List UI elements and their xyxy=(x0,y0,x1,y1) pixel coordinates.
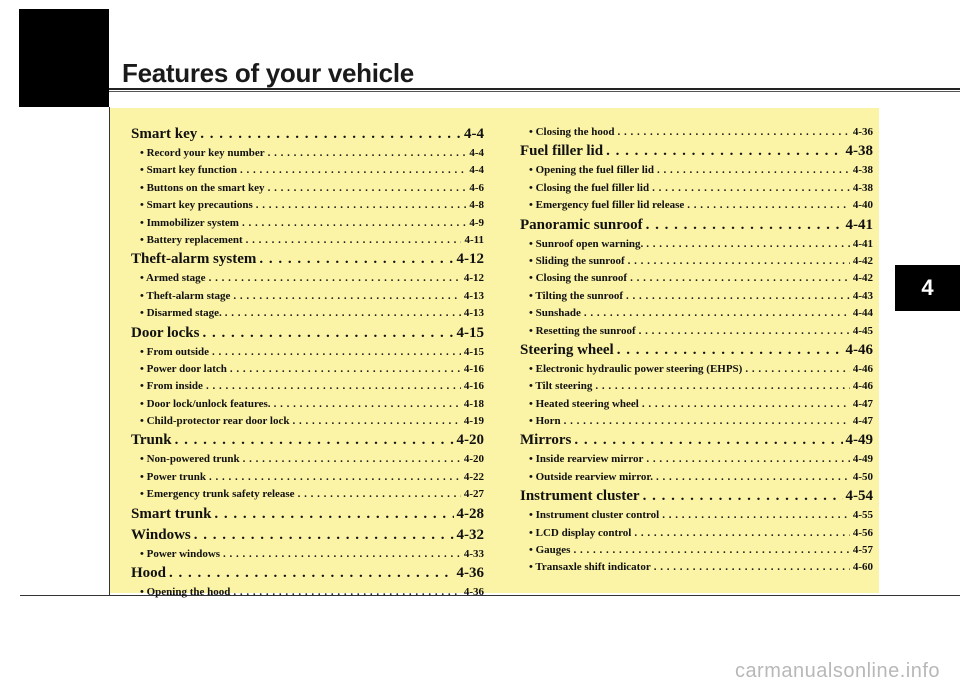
toc-subentry[interactable] xyxy=(520,124,873,141)
toc-page-number: 4-46 xyxy=(852,362,873,375)
toc-entry-label: • Emergency fuel filler lid release xyxy=(529,199,685,212)
toc-page-number: 4-33 xyxy=(463,547,484,560)
toc-dot-leader xyxy=(646,236,850,253)
toc-dot-leader xyxy=(268,145,467,162)
toc-entry-label: • Tilting the sunroof xyxy=(529,289,624,302)
toc-page-number: 4-19 xyxy=(463,415,484,428)
toc-dot-leader xyxy=(230,361,461,378)
toc-subentry[interactable] xyxy=(131,546,484,563)
toc-dot-leader xyxy=(243,451,461,468)
toc-dot-leader xyxy=(564,413,850,430)
toc-page-number: 4-42 xyxy=(852,272,873,285)
toc-subentry[interactable] xyxy=(520,361,873,378)
toc-page-number: 4-36 xyxy=(456,565,484,582)
toc-dot-leader xyxy=(606,141,842,162)
toc-entry-label: • Battery replacement xyxy=(140,233,243,246)
toc-page-number: 4-50 xyxy=(852,470,873,483)
toc-subentry[interactable] xyxy=(520,413,873,430)
toc-entry-label: • Armed stage xyxy=(140,272,206,285)
toc-entry-label: • Instrument cluster control xyxy=(529,509,660,522)
toc-entry-label: • Buttons on the smart key xyxy=(140,181,265,194)
toc-dot-leader xyxy=(656,469,850,486)
toc-entry-label: • Closing the fuel filler lid xyxy=(529,181,650,194)
toc-page-number: 4-45 xyxy=(852,324,873,337)
toc-subentry[interactable] xyxy=(520,253,873,270)
toc-section-entry[interactable] xyxy=(520,340,873,361)
toc-section-entry[interactable] xyxy=(131,430,484,451)
toc-column-left xyxy=(131,124,484,601)
toc-subentry[interactable] xyxy=(131,305,484,322)
toc-page-number: 4-13 xyxy=(463,307,484,320)
toc-dot-leader xyxy=(259,249,453,270)
toc-entry-label: • LCD display control xyxy=(529,526,632,539)
toc-page-number: 4-28 xyxy=(456,505,484,522)
toc-dot-leader xyxy=(233,288,460,305)
toc-entry-label: • Tilt steering xyxy=(529,380,593,393)
toc-dot-leader xyxy=(654,559,850,576)
toc-page-number: 4-57 xyxy=(852,544,873,557)
toc-dot-leader xyxy=(687,197,850,214)
toc-section-entry[interactable] xyxy=(520,141,873,162)
page-title: Features of your vehicle xyxy=(122,58,414,88)
toc-entry-label: • Power trunk xyxy=(140,470,206,483)
margin-line xyxy=(109,107,110,595)
toc-subentry[interactable] xyxy=(131,232,484,249)
toc-page-number: 4-12 xyxy=(463,272,484,285)
toc-subentry[interactable] xyxy=(520,270,873,287)
toc-page-number: 4-56 xyxy=(852,526,873,539)
toc-dot-leader xyxy=(298,486,461,503)
toc-dot-leader xyxy=(573,542,849,559)
toc-dot-leader xyxy=(274,396,461,413)
toc-entry-label: • Door lock/unlock features. xyxy=(140,397,271,410)
toc-subentry[interactable] xyxy=(520,559,873,576)
toc-entry-label: • Disarmed stage. xyxy=(140,307,222,320)
toc-dot-leader xyxy=(240,162,466,179)
toc-entry-label: Steering wheel xyxy=(520,341,614,358)
toc-page-number: 4-27 xyxy=(463,488,484,501)
toc-page-number: 4-4 xyxy=(469,164,484,177)
toc-entry-label: • Gauges xyxy=(529,544,571,557)
toc-section-entry[interactable] xyxy=(131,323,484,344)
toc-page-number: 4-49 xyxy=(845,432,873,449)
toc-entry-label: • Child-protector rear door lock xyxy=(140,415,290,428)
toc-page-number: 4-41 xyxy=(845,216,873,233)
toc-subentry[interactable] xyxy=(520,542,873,559)
toc-page-number: 4-38 xyxy=(852,181,873,194)
toc-page-number: 4-11 xyxy=(464,233,484,246)
toc-entry-label: • Heated steering wheel xyxy=(529,397,639,410)
toc-entry-label: • Resetting the sunroof xyxy=(529,324,636,337)
toc-page-number: 4-12 xyxy=(456,251,484,268)
toc-dot-leader xyxy=(209,469,461,486)
toc-dot-leader xyxy=(643,486,843,507)
toc-page-number: 4-38 xyxy=(852,164,873,177)
toc-subentry[interactable] xyxy=(131,270,484,287)
toc-subentry[interactable] xyxy=(131,413,484,430)
toc-dot-leader xyxy=(639,323,850,340)
toc-dot-leader xyxy=(169,563,453,584)
toc-section-entry[interactable] xyxy=(131,249,484,270)
toc-page-number: 4-6 xyxy=(469,181,484,194)
toc-page-number: 4-46 xyxy=(845,341,873,358)
toc-subentry[interactable] xyxy=(131,486,484,503)
toc-page-number: 4-22 xyxy=(463,470,484,483)
toc-subentry[interactable] xyxy=(131,344,484,361)
toc-entry-label: • Immobilizer system xyxy=(140,216,239,229)
toc-dot-leader xyxy=(223,546,461,563)
toc-entry-label: Hood xyxy=(131,565,167,582)
toc-page-number: 4-49 xyxy=(852,453,873,466)
toc-page-number: 4-38 xyxy=(845,143,873,160)
toc-dot-leader xyxy=(617,124,849,141)
toc-page-number: 4-9 xyxy=(469,216,484,229)
toc-subentry[interactable] xyxy=(520,451,873,468)
toc-dot-leader xyxy=(225,305,461,322)
toc-entry-label: • Power windows xyxy=(140,547,221,560)
toc-entry-label: • Theft-alarm stage xyxy=(140,289,231,302)
toc-section-entry[interactable] xyxy=(131,504,484,525)
toc-subentry[interactable] xyxy=(520,323,873,340)
toc-dot-leader xyxy=(630,270,850,287)
toc-dot-leader xyxy=(628,253,850,270)
toc-entry-label: • Emergency trunk safety release xyxy=(140,488,295,501)
toc-entry-label: • Opening the hood xyxy=(140,586,231,599)
toc-dot-leader xyxy=(206,378,461,395)
toc-subentry[interactable] xyxy=(520,469,873,486)
toc-entry-label: • Smart key function xyxy=(140,164,238,177)
toc-dot-leader xyxy=(584,305,850,322)
toc-dot-leader xyxy=(256,197,467,214)
toc-dot-leader xyxy=(209,270,461,287)
toc-page-number: 4-36 xyxy=(463,586,484,599)
toc-page-number: 4-44 xyxy=(852,307,873,320)
toc-entry-label: Smart key xyxy=(131,126,198,142)
header-divider xyxy=(109,88,960,90)
toc-page-number: 4-36 xyxy=(852,126,873,138)
toc-entry-label: Trunk xyxy=(131,432,172,449)
toc-dot-leader xyxy=(194,525,454,546)
toc-entry-label: • Sliding the sunroof xyxy=(529,254,625,267)
toc-subentry[interactable] xyxy=(131,584,484,601)
toc-entry-label: • Record your key number xyxy=(140,147,265,159)
toc-subentry[interactable] xyxy=(131,180,484,197)
toc-page-number: 4-47 xyxy=(852,415,873,428)
toc-section-entry[interactable] xyxy=(131,525,484,546)
toc-subentry[interactable] xyxy=(520,197,873,214)
toc-subentry[interactable] xyxy=(131,288,484,305)
toc-page-number: 4-13 xyxy=(463,289,484,302)
toc-entry-label: Fuel filler lid xyxy=(520,143,604,160)
toc-subentry[interactable] xyxy=(520,396,873,413)
toc-dot-leader xyxy=(634,525,849,542)
toc-subentry[interactable] xyxy=(131,197,484,214)
toc-section-entry[interactable] xyxy=(520,486,873,507)
toc-section-entry[interactable] xyxy=(131,563,484,584)
toc-page-number: 4-47 xyxy=(852,397,873,410)
toc-entry-label: Instrument cluster xyxy=(520,488,640,505)
toc-entry-label: • Smart key precautions xyxy=(140,199,253,212)
toc-page-number: 4-16 xyxy=(463,362,484,375)
toc-subentry[interactable] xyxy=(520,288,873,305)
toc-subentry[interactable] xyxy=(131,451,484,468)
header-divider-thin xyxy=(109,91,960,92)
toc-entry-label: • Closing the hood xyxy=(529,126,615,138)
toc-page-number: 4-40 xyxy=(852,199,873,212)
toc-entry-label: • From outside xyxy=(140,345,210,358)
toc-page-number: 4-4 xyxy=(469,147,484,159)
toc-dot-leader xyxy=(202,323,453,344)
toc-entry-label: • From inside xyxy=(140,380,203,393)
toc-dot-leader xyxy=(657,162,850,179)
toc-entry-label: • Closing the sunroof xyxy=(529,272,628,285)
toc-dot-leader xyxy=(646,215,843,236)
toc-dot-leader xyxy=(574,430,842,451)
toc-page-number: 4-43 xyxy=(852,289,873,302)
toc-dot-leader xyxy=(212,344,461,361)
toc-dot-leader xyxy=(652,180,850,197)
toc-dot-leader xyxy=(642,396,850,413)
toc-entry-label: Theft-alarm system xyxy=(131,251,257,268)
toc-subentry[interactable] xyxy=(131,162,484,179)
toc-subentry[interactable] xyxy=(131,145,484,162)
toc-page-number: 4-42 xyxy=(852,254,873,267)
toc-page-number: 4-60 xyxy=(852,561,873,574)
toc-page-number: 4-4 xyxy=(464,126,484,142)
toc-section-entry[interactable] xyxy=(520,430,873,451)
toc-entry-label: Smart trunk xyxy=(131,505,212,522)
toc-page-number: 4-15 xyxy=(463,345,484,358)
toc-dot-leader xyxy=(617,340,843,361)
toc-entry-label: Mirrors xyxy=(520,432,572,449)
toc-subentry[interactable] xyxy=(131,378,484,395)
toc-entry-label: • Inside rearview mirror xyxy=(529,453,644,466)
toc-dot-leader xyxy=(293,413,461,430)
toc-dot-leader xyxy=(646,451,849,468)
toc-entry-label: • Horn xyxy=(529,415,561,428)
toc-subentry[interactable] xyxy=(520,507,873,524)
toc-page-number: 4-20 xyxy=(456,432,484,449)
toc-page-number: 4-15 xyxy=(456,324,484,341)
toc-dot-leader xyxy=(242,215,466,232)
toc-page-number: 4-16 xyxy=(463,380,484,393)
toc-dot-leader xyxy=(246,232,462,249)
toc-entry-label: • Opening the fuel filler lid xyxy=(529,164,654,177)
toc-section-entry[interactable] xyxy=(131,124,484,145)
toc-dot-leader xyxy=(595,378,849,395)
toc-dot-leader xyxy=(626,288,850,305)
toc-page-number: 4-18 xyxy=(463,397,484,410)
toc-page-number: 4-41 xyxy=(852,237,873,250)
toc-subentry[interactable] xyxy=(520,162,873,179)
corner-block xyxy=(19,9,109,107)
toc-entry-label: • Sunshade xyxy=(529,307,581,320)
toc-subentry[interactable] xyxy=(520,236,873,253)
toc-page-number: 4-32 xyxy=(456,526,484,543)
toc-dot-leader xyxy=(233,584,460,601)
chapter-tab[interactable]: 4 xyxy=(895,265,960,311)
toc-subentry[interactable] xyxy=(520,180,873,197)
toc-dot-leader xyxy=(214,504,453,525)
toc-subentry[interactable] xyxy=(131,215,484,232)
toc-subentry[interactable] xyxy=(520,305,873,322)
toc-subentry[interactable] xyxy=(520,525,873,542)
toc-entry-label: • Sunroof open warning. xyxy=(529,237,644,250)
toc-entry-label: • Non-powered trunk xyxy=(140,453,240,466)
toc-page-number: 4-54 xyxy=(845,488,873,505)
toc-subentry[interactable] xyxy=(131,361,484,378)
watermark: carmanualsonline.info xyxy=(734,660,940,682)
toc-dot-leader xyxy=(662,507,850,524)
toc-subentry[interactable] xyxy=(520,378,873,395)
toc-subentry[interactable] xyxy=(131,469,484,486)
toc-entry-label: • Transaxle shift indicator xyxy=(529,561,651,574)
toc-entry-label: Panoramic sunroof xyxy=(520,216,643,233)
toc-page-number: 4-46 xyxy=(852,380,873,393)
toc-dot-leader xyxy=(745,361,849,378)
toc-entry-label: Door locks xyxy=(131,324,200,341)
toc-dot-leader xyxy=(268,180,467,197)
toc-dot-leader xyxy=(200,124,461,145)
toc-entry-label: • Power door latch xyxy=(140,362,227,375)
toc-column-right xyxy=(520,124,873,577)
toc-page-number: 4-55 xyxy=(852,509,873,522)
toc-section-entry[interactable] xyxy=(520,215,873,236)
toc-dot-leader xyxy=(175,430,454,451)
toc-page-number: 4-20 xyxy=(463,453,484,466)
toc-subentry[interactable] xyxy=(131,396,484,413)
toc-page-number: 4-8 xyxy=(469,199,484,212)
toc-entry-label: • Outside rearview mirror. xyxy=(529,470,654,483)
toc-entry-label: Windows xyxy=(131,526,191,543)
toc-entry-label: • Electronic hydraulic power steering (EHPS) xyxy=(529,362,743,375)
